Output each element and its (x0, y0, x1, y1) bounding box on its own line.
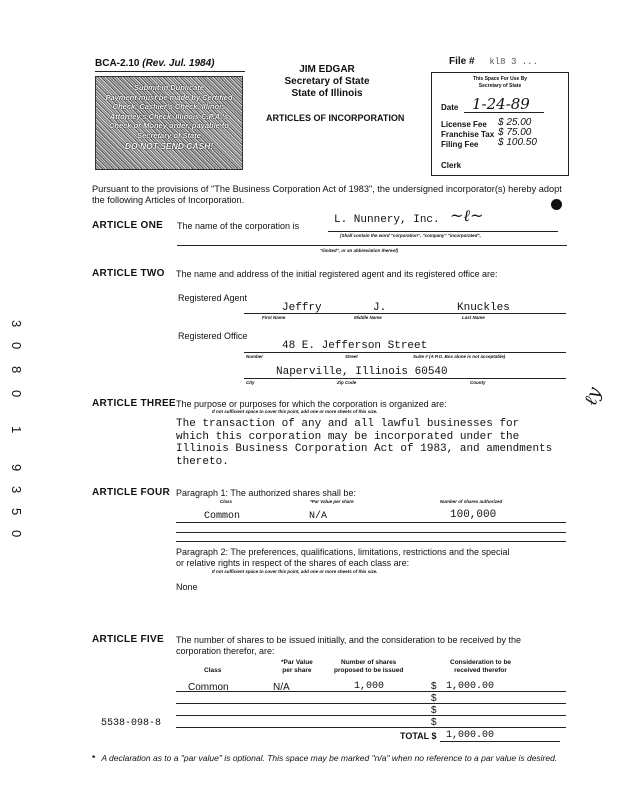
side-digit: 8 (9, 366, 24, 374)
file-number: kl8 3 ... (489, 57, 538, 67)
consideration-header (450, 659, 511, 675)
filing-fee-label: Filing Fee (441, 140, 479, 149)
article-one-note: (Shall contain the word "corporation", "company" "incorporated", (340, 233, 481, 238)
payment-notice-box (95, 76, 243, 170)
issued-class: Common (188, 682, 229, 693)
purpose-line: thereto. (176, 455, 229, 468)
issued-par-header (281, 659, 313, 675)
dollar-sign-3: $ (431, 705, 437, 716)
article-three-text: The purpose or purposes for which the corporation is organized are: (176, 399, 447, 409)
article-one-text: The name of the corporation is (177, 221, 300, 231)
article-four-note: If not sufficient space to cover this point, add one or more sheets of this size. (212, 569, 378, 574)
side-digit: 1 (9, 426, 24, 434)
office-street: 48 E. Jefferson Street (282, 340, 428, 352)
last-name-caption: Last Name (462, 315, 485, 320)
notice-line: DO NOT SEND CASH! (124, 141, 214, 151)
paragraph-two-line: or relative rights in respect of the shares of each class are: (176, 558, 410, 568)
state-name: State of Illinois (291, 88, 363, 99)
registered-office-label: Registered Office (178, 331, 248, 341)
intro-paragraph: Pursuant to the provisions of "The Business Corporation Act of 1983", the undersigned incorporator(s) hereby adopt the following Articles of Incorporation. (92, 184, 562, 205)
side-digit: 3 (9, 486, 24, 494)
zip-caption: Zip Code (337, 380, 357, 385)
purpose-text (176, 418, 552, 468)
notice-line: Secretary of State (137, 130, 201, 140)
total-value: 1,000.00 (446, 730, 495, 741)
license-fee-value: $ 25.00 (498, 117, 532, 128)
notice-line: Check, Cashier's Check, Illinois (112, 102, 226, 111)
consideration-header-line: received therefor (454, 667, 507, 674)
issued-number-header (334, 659, 403, 675)
purpose-line: The transaction of any and all lawful businesses for (176, 418, 520, 430)
authorized-class: Common (204, 511, 241, 522)
side-digit: 0 (9, 342, 24, 350)
issued-number: 1,000 (354, 681, 385, 692)
paragraph-one: Paragraph 1: The authorized shares shall be: (176, 488, 356, 498)
notice-line: Payment must be made by Certified (105, 92, 233, 102)
number-caption: Number (246, 354, 264, 359)
franchise-tax-value: $ 75.00 (498, 127, 532, 138)
notice-line: Submit in Duplicate (133, 83, 204, 92)
article-five-line: The number of shares to be issued initially, and the consideration to be received by the (176, 635, 522, 645)
seal-dot (551, 199, 562, 210)
dollar-sign-2: $ (431, 693, 437, 704)
filing-fee-value: $ 100.50 (498, 137, 537, 148)
purpose-line: Illinois Business Corporation Act of 1983, and amendments (176, 443, 553, 455)
form-revision: (Rev. Jul. 1984) (142, 58, 215, 69)
total-label: TOTAL $ (400, 731, 437, 741)
side-digit: 0 (9, 530, 24, 538)
footnote-star: * (92, 753, 96, 763)
date-label: Date (441, 103, 459, 112)
registered-agent-label: Registered Agent (178, 293, 248, 303)
middle-name-caption: Middle Name (354, 315, 382, 320)
dollar-sign-1: $ (431, 681, 437, 692)
date-value: 1-24-89 (472, 95, 530, 113)
purpose-line: which this corporation may be incorporated under the (176, 430, 520, 443)
form-id: BCA-2.10 (95, 58, 140, 69)
corporation-name: L. Nunnery, Inc. (334, 214, 440, 226)
article-three-note: If not sufficient space to cover this point, add one or more sheets of this size. (212, 409, 378, 414)
document-title: ARTICLES OF INCORPORATION (266, 113, 405, 123)
secretary-name: JIM EDGAR (299, 64, 355, 75)
number-header-line: proposed to be issued (334, 667, 404, 674)
article-five-label: ARTICLE FIVE (92, 634, 164, 645)
first-name-caption: First Name (262, 315, 286, 320)
article-four-label: ARTICLE FOUR (92, 487, 171, 498)
office-use-box (431, 72, 569, 176)
agent-middle-name: J. (373, 302, 387, 314)
footnote (92, 753, 582, 764)
article-two-text: The name and address of the initial registered agent and its registered office are: (176, 269, 498, 279)
side-digit: 3 (9, 320, 24, 328)
county-caption: County (470, 380, 486, 385)
par-col-header: *Par Value per share (310, 499, 354, 504)
side-digit: 9 (9, 464, 24, 472)
par-header-line: per share (282, 667, 312, 674)
number-header-line: Number of shares (341, 659, 397, 666)
city-caption: City (246, 380, 255, 385)
issued-consideration: 1,000.00 (446, 681, 495, 692)
article-two-label: ARTICLE TWO (92, 268, 165, 279)
issued-class-header: Class (204, 667, 222, 674)
consideration-header-line: Consideration to be (450, 659, 512, 666)
franchise-tax-label: Franchise Tax (441, 130, 495, 139)
office-box-heading: This Space For Use By (472, 76, 528, 82)
office-box-subheading: Secretary of State (478, 83, 522, 89)
file-label: File # (449, 56, 475, 67)
authorized-col-header: Number of shares authorized (440, 499, 503, 504)
license-fee-label: License Fee (441, 120, 487, 129)
notice-line: Check or Money order, payable to (108, 121, 230, 130)
authorized-number: 100,000 (450, 509, 497, 521)
article-one-note2: "limited", or an abbreviation thereof) (320, 248, 399, 253)
footnote-text: A declaration as to a "par value" is optional. This space may be marked "n/a" when no reference to a par value is desired. (101, 753, 558, 763)
agent-first-name: Jeffry (282, 302, 322, 314)
secretary-office: Secretary of State (284, 76, 370, 87)
paragraph-two (176, 547, 510, 569)
agent-last-name: Knuckles (457, 302, 510, 314)
article-three-label: ARTICLE THREE (92, 398, 176, 409)
margin-number: 5538-098-8 (101, 718, 162, 729)
initials-scribble: ~ℓ~ (450, 206, 484, 225)
paragraph-two-line: Paragraph 2: The preferences, qualifications, limitations, restrictions and the special (176, 547, 510, 557)
side-digit: 0 (9, 390, 24, 398)
article-five-line: corporation therefor, are: (176, 646, 275, 656)
preferences-answer: None (176, 582, 198, 592)
article-one-label: ARTICLE ONE (92, 220, 164, 231)
side-digit: 5 (9, 508, 24, 516)
margin-initials: ℓy (579, 384, 606, 409)
clerk-label: Clerk (441, 161, 462, 170)
street-caption: Street (345, 354, 358, 359)
article-five-text (176, 635, 521, 657)
issuer-block (262, 64, 392, 100)
suite-caption: Suite # (A P.O. Box alone is not acceptable) (413, 354, 506, 359)
notice-line: Attorney's Check, Illinois C.P.A.'s (109, 111, 229, 121)
office-city-line: Naperville, Illinois 60540 (276, 366, 448, 378)
dollar-sign-4: $ (431, 717, 437, 728)
class-col-header: Class (220, 499, 233, 504)
issued-par: N/A (273, 682, 290, 693)
authorized-par: N/A (309, 511, 328, 522)
par-header-line: *Par Value (281, 659, 313, 666)
